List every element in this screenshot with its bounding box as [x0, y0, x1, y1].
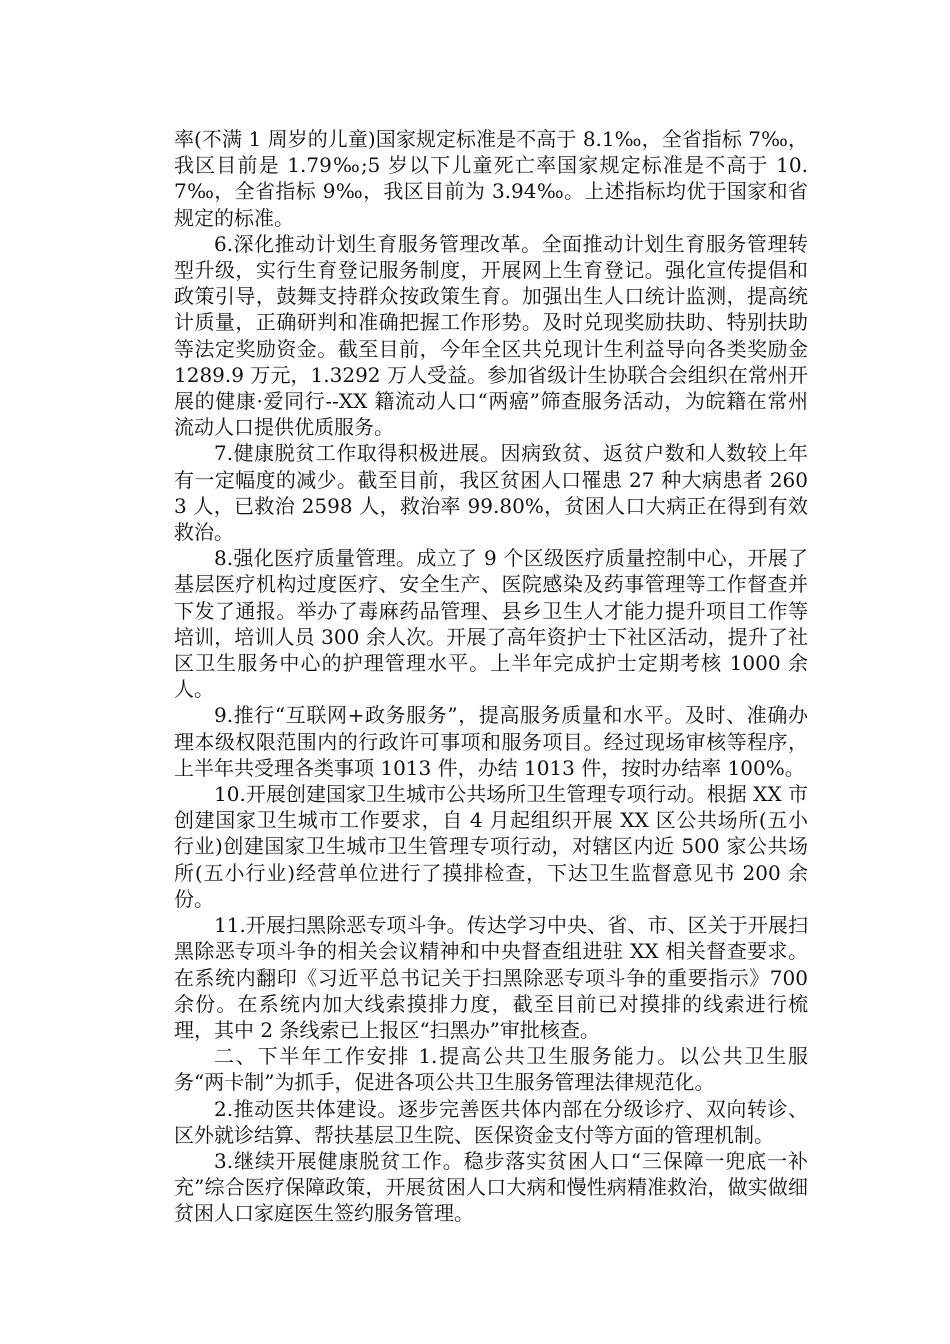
paragraph-second-half-plan: 二、下半年工作安排 1.提高公共卫生服务能力。以公共卫生服务“两卡制”为抓手，促进各项公共卫生服务管理法律规范化。	[174, 1044, 808, 1095]
paragraph-6-family-planning-reform: 6.深化推动计划生育服务管理改革。全面推动计划生育服务管理转型升级，实行生育登记服务制度，开展网上生育登记。强化宣传提倡和政策引导，鼓舞支持群众按政策生育。加强出生人口统计监测，提高统计质量，正确研判和准确把握工作形势。及时兑现奖励扶助、特别扶助等法定奖励资金。截至目前，今年全区共兑现计生利益导向各类奖励金 1289.9 万元，1.3292 万人受益。参加省级计生协联合会组织在常州开展的健康·爱同行--XX 籍流动人口“两癌”筛查服务活动，为皖籍在常州流动人口提供优质服务。	[174, 231, 808, 440]
paragraph-infant-mortality-continued: 率(不满 1 周岁的儿童)国家规定标准是不高于 8.1‰，全省指标 7‰，我区目前是 1.79‰;5 岁以下儿童死亡率国家规定标准是不高于 10.7‰，全省指标 9‰，我区目前为 3.94‰。上述指标均优于国家和省规定的标准。	[174, 127, 808, 230]
paragraph-11-anti-crime-campaign: 11.开展扫黑除恶专项斗争。传达学习中央、省、市、区关于开展扫黑除恶专项斗争的相关会议精神和中央督查组进驻 XX 相关督查要求。在系统内翻印《习近平总书记关于扫黑除恶专项斗争的重要指示》700 余份。在系统内加大线索摸排力度，截至目前已对摸排的线索进行梳理，其中 2 条线索已上报区“扫黑办”审批核查。	[174, 913, 808, 1042]
paragraph-9-internet-government-service: 9.推行“互联网+政务服务”，提高服务质量和水平。及时、准确办理本级权限范围内的行政许可事项和服务项目。经过现场审核等程序，上半年共受理各类事项 1013 件，办结 1013 件，按时办结率 100%。	[174, 703, 808, 780]
paragraph-2-medical-community: 2.推动医共体建设。逐步完善医共体内部在分级诊疗、双向转诊、区外就诊结算、帮扶基层卫生院、医保资金支付等方面的管理机制。	[174, 1096, 808, 1147]
paragraph-3-health-poverty-work: 3.继续开展健康脱贫工作。稳步落实贫困人口“三保障一兜底一补充”综合医疗保障政策，开展贫困人口大病和慢性病精准救治，做实做细贫困人口家庭医生签约服务管理。	[174, 1148, 808, 1226]
paragraph-10-national-health-city: 10.开展创建国家卫生城市公共场所卫生管理专项行动。根据 XX 市创建国家卫生城市工作要求，自 4 月起组织开展 XX 区公共场所(五小行业)创建国家卫生城市卫生管理专项行动，对辖区内近 500 家公共场所(五小行业)经营单位进行了摸排检查，下达卫生监督意见书 200 余份。	[174, 782, 808, 911]
paragraph-7-health-poverty-alleviation: 7.健康脱贫工作取得积极进展。因病致贫、返贫户数和人数较上年有一定幅度的减少。截至目前，我区贫困人口罹患 27 种大病患者 2603 人，已救治 2598 人，救治率 99.80%，贫困人口大病正在得到有效救治。	[174, 441, 808, 545]
paragraph-8-medical-quality-management: 8.强化医疗质量管理。成立了 9 个区级医疗质量控制中心，开展了基层医疗机构过度医疗、安全生产、医院感染及药事管理等工作督查并下发了通报。举办了毒麻药品管理、县乡卫生人才能力提升项目工作等培训，培训人员 300 余人次。开展了高年资护士下社区活动，提升了社区卫生服务中心的护理管理水平。上半年完成护士定期考核 1000 余人。	[174, 546, 808, 702]
document-body	[174, 126, 808, 1227]
